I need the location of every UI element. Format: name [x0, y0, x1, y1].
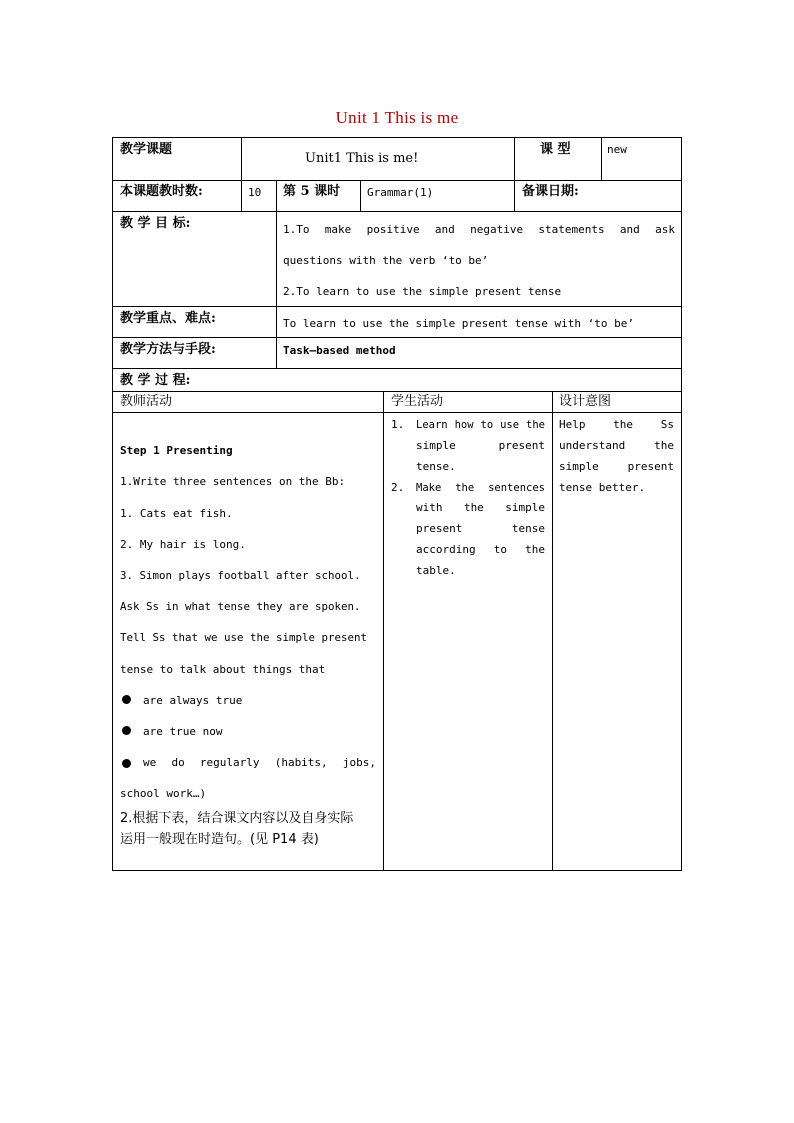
row-divider	[112, 211, 682, 212]
teacher-line: 1. Cats eat fish.	[120, 507, 233, 520]
student-line: according to the	[416, 543, 545, 556]
student-line: present tense	[416, 522, 545, 535]
student-line: table.	[416, 564, 456, 577]
period-label: 第 5 课时	[283, 184, 341, 199]
col-divider	[514, 180, 515, 211]
student-number: 2.	[391, 481, 405, 494]
teacher-line: school work…)	[120, 787, 207, 800]
col-divider	[276, 180, 277, 211]
row-divider	[112, 337, 682, 338]
col-header-student: 学生活动	[391, 394, 444, 409]
col-divider	[276, 211, 277, 368]
hours-value: 10	[248, 186, 262, 199]
student-line: tense.	[416, 460, 456, 473]
intent-line: Help the Ss	[559, 418, 674, 431]
type-value: new	[607, 143, 627, 156]
key-points-value: To learn to use the simple present tense with ‘to be’	[283, 317, 634, 330]
prep-date-label: 备课日期:	[522, 184, 579, 199]
col-divider	[552, 391, 553, 871]
bullet-icon	[122, 695, 131, 704]
student-line: simple present	[416, 439, 545, 452]
teacher-line: Tell Ss that we use the simple present	[120, 631, 368, 644]
page-title: Unit 1 This is me	[335, 108, 459, 127]
hours-label: 本课题教时数:	[120, 184, 203, 199]
col-divider	[360, 180, 361, 211]
col-divider	[514, 137, 515, 180]
row-divider	[112, 306, 682, 307]
objective-line: 2.To learn to use the simple present tense	[283, 285, 562, 298]
teacher-line: tense to talk about things that	[120, 663, 326, 676]
objective-line: questions with the verb ‘to be’	[283, 254, 489, 267]
col-divider	[241, 180, 242, 211]
col-divider	[241, 137, 242, 180]
methods-value: Task—based method	[283, 344, 396, 357]
teacher-line: 2.根据下表，结合课文内容以及自身实际	[120, 811, 354, 826]
topic-value: Unit1 This is me!	[305, 151, 419, 166]
row-divider	[112, 412, 682, 413]
student-number: 1.	[391, 418, 405, 431]
teacher-line: 1.Write three sentences on the Bb:	[120, 475, 346, 488]
topic-label: 教学课题	[120, 142, 173, 157]
student-line: Learn how to use the	[416, 419, 545, 431]
intent-line: understand the	[559, 439, 674, 452]
student-line: Make the sentences	[416, 482, 545, 494]
teacher-line: 2. My hair is long.	[120, 538, 246, 551]
teacher-line: Ask Ss in what tense they are spoken.	[120, 600, 361, 613]
key-points-label: 教学重点、难点:	[120, 311, 216, 326]
col-header-intent: 设计意图	[559, 394, 612, 409]
period-value: Grammar(1)	[367, 186, 434, 199]
intent-line: tense better.	[559, 481, 646, 494]
type-label: 课 型	[540, 142, 571, 157]
methods-label: 教学方法与手段:	[120, 342, 216, 357]
row-divider	[112, 391, 682, 392]
student-line: with the simple	[416, 501, 545, 514]
teacher-line: 3. Simon plays football after school.	[120, 569, 361, 582]
bullet-item: are always true	[122, 693, 242, 709]
objective-line: 1.To make positive and negative statements and ask	[283, 223, 675, 236]
row-divider	[112, 180, 682, 181]
objectives-label: 教 学 目 标:	[120, 216, 191, 231]
bullet-icon	[122, 726, 131, 735]
step-heading: Step 1 Presenting	[120, 444, 233, 457]
col-divider	[383, 391, 384, 871]
bullet-icon	[122, 759, 131, 768]
bullet-item: we do regularly (habits, jobs,	[122, 755, 376, 771]
col-header-teacher: 教师活动	[120, 394, 173, 409]
process-label: 教 学 过 程:	[120, 373, 191, 388]
row-divider	[112, 368, 682, 369]
col-divider	[601, 137, 602, 180]
intent-line: simple present	[559, 460, 674, 473]
teacher-line: 运用一般现在时造句。(见 P14 表)	[120, 832, 319, 847]
bullet-item: are true now	[122, 724, 222, 740]
